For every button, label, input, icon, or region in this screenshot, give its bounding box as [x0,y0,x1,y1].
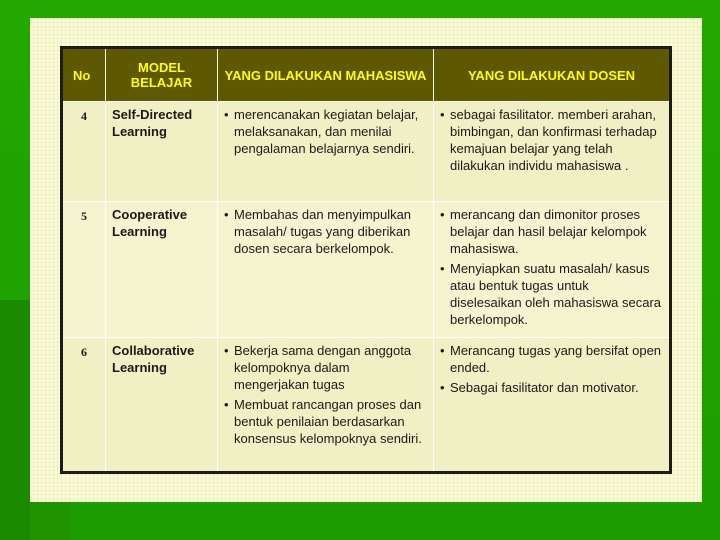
bullet-icon: • [224,107,229,122]
list-item: • Bekerja sama dengan anggota kelompoknya dalam mengerjakan tugas [224,343,412,392]
list-item: • sebagai fasilitator. memberi arahan, bimbingan, dan konfirmasi terhadap kemajuan belajar yang telah dilakukan individu mahasiswa . [440,107,657,173]
list-item: • merancang dan dimonitor proses belajar dan hasil belajar kelompok mahasiswa. [440,207,647,256]
model-name: Cooperative Learning [106,202,218,338]
header-model: MODEL BELAJAR [106,48,218,102]
list-item: • Merancang tugas yang bersifat open ended. [440,343,662,375]
model-name: Self-Directed Learning [106,102,218,202]
dosen-cell [434,202,671,338]
row-number: 6 [62,338,106,473]
bullet-icon: • [224,343,229,358]
bullet-icon: • [440,380,445,395]
list-item: • Menyiapkan suatu masalah/ kasus atau bentuk tugas untuk diselesaikan oleh mahasiswa secara berkelompok. [440,261,662,327]
list-item: • Membuat rancangan proses dan bentuk penilaian berdasarkan konsensus kelompoknya sendiri. [224,397,422,446]
list-item: • Sebagai fasilitator dan motivator. [440,380,639,395]
decorative-block [30,500,70,540]
decorative-bar [0,300,30,540]
learning-model-table [60,46,672,474]
row-number: 4 [62,102,106,202]
header-row [62,48,671,102]
mahasiswa-cell [218,338,434,473]
table-row [62,202,671,338]
list-item: • merencanakan kegiatan belajar, melaksanakan, dan menilai pengalaman belajarnya sendiri. [224,107,419,156]
bullet-icon: • [224,207,229,222]
bullet-icon: • [440,107,445,122]
table-row [62,338,671,473]
header-mahasiswa: YANG DILAKUKAN MAHASISWA [218,48,434,102]
dosen-cell [434,102,671,202]
mahasiswa-cell [218,202,434,338]
bullet-icon: • [224,397,229,412]
mahasiswa-cell [218,102,434,202]
list-item: • Membahas dan menyimpulkan masalah/ tugas yang diberikan dosen secara berkelompok. [224,207,412,256]
table-row [62,102,671,202]
model-name: Collaborative Learning [106,338,218,473]
bullet-icon: • [440,207,445,222]
dosen-cell [434,338,671,473]
header-dosen: YANG DILAKUKAN DOSEN [434,48,671,102]
row-number: 5 [62,202,106,338]
bullet-icon: • [440,261,445,276]
bullet-icon: • [440,343,445,358]
header-no: No [62,48,106,102]
